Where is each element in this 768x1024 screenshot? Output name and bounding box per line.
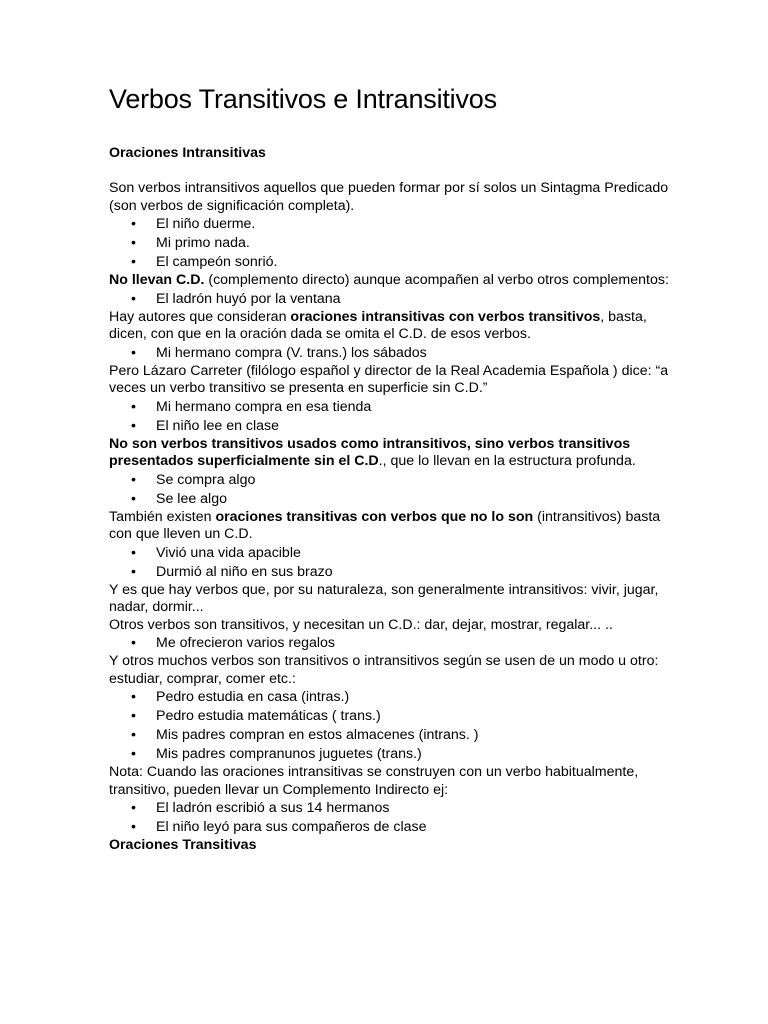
list-item: • Vivió una vida apacible [109, 544, 669, 563]
list-item: • Mi hermano compra (V. trans.) los sábados [109, 344, 669, 363]
example-list [109, 688, 669, 764]
paragraph [109, 436, 669, 471]
text: (intransitivos) basta con que lleven un C.D. [109, 508, 661, 542]
document-body [109, 145, 669, 855]
list-item: • Me ofrecieron varios regalos [109, 634, 669, 653]
text: Hay autores que consideran [109, 308, 291, 325]
list-item: • El niño duerme. [109, 215, 669, 234]
text: , basta, dicen, con que en la oración dada se omita el C.D. de esos verbos. [109, 308, 647, 342]
example-list [109, 398, 669, 436]
example-list [109, 344, 669, 363]
example-list [109, 544, 669, 582]
paragraph: Pero Lázaro Carreter (filólogo español y director de la Real Academia Española ) dice: “a veces un verbo transitivo se presenta en superficie sin C.D.” [109, 362, 669, 396]
example-list [109, 290, 669, 309]
example-list [109, 215, 669, 272]
list-item: • El ladrón escribió a sus 14 hermanos [109, 799, 669, 818]
paragraph [109, 509, 669, 544]
list-item: • Pedro estudia en casa (intras.) [109, 688, 669, 707]
example-list [109, 634, 669, 653]
list-item: • Se lee algo [109, 490, 669, 509]
bold-text: oraciones transitivas con verbos que no lo son [215, 508, 534, 525]
example-list [109, 471, 669, 509]
list-item: • El niño lee en clase [109, 417, 669, 436]
text: ., que lo llevan en la estructura profunda. [378, 453, 636, 469]
list-item: • El campeón sonrió. [109, 253, 669, 272]
section-heading-transitive: Oraciones Transitivas [109, 837, 257, 853]
text: (complemento directo) aunque acompañen al verbo otros complementos: [204, 272, 669, 288]
document-title: Verbos Transitivos e Intransitivos [109, 84, 497, 114]
list-item: • Mi hermano compra en esa tienda [109, 398, 669, 417]
note-paragraph: Nota: Cuando las oraciones intransitivas se construyen con un verbo habitualmente, transitivo, pueden llevar un Complemento Indirecto ej: [109, 764, 639, 798]
list-item: • Durmió al niño en sus brazo [109, 563, 669, 582]
paragraph: Y es que hay verbos que, por su naturaleza, son generalmente intransitivos: vivir, jugar, nadar, dormir... [109, 581, 659, 615]
paragraph [109, 272, 669, 290]
bold-text: oraciones intransitivas con verbos transitivos [290, 308, 601, 325]
list-item: • Pedro estudia matemáticas ( trans.) [109, 707, 669, 726]
text: También existen [109, 508, 216, 525]
bold-text: No llevan C.D. [109, 272, 205, 288]
paragraph [109, 309, 669, 344]
list-item: • Mis padres compranunos juguetes (trans.) [109, 745, 669, 764]
list-item: • Se compra algo [109, 471, 669, 490]
example-list [109, 799, 669, 837]
list-item: • El ladrón huyó por la ventana [109, 290, 669, 309]
section-heading-intransitive: Oraciones Intransitivas [109, 145, 266, 161]
paragraph: Otros verbos son transitivos, y necesitan un C.D.: dar, dejar, mostrar, regalar... .. [109, 616, 613, 633]
paragraph: Y otros muchos verbos son transitivos o intransitivos según se usen de un modo u otro: estudiar, comprar, comer etc.: [109, 653, 659, 687]
list-item: • Mis padres compran en estos almacenes (intrans. ) [109, 726, 669, 745]
spacer [109, 163, 669, 181]
list-item: • Mi primo nada. [109, 234, 669, 253]
list-item: • El niño leyó para sus compañeros de clase [109, 818, 669, 837]
bold-text: No son verbos transitivos usados como intransitivos, sino verbos transitivos presentados superficialmente sin el C.D [109, 435, 631, 469]
intro-paragraph: Son verbos intransitivos aquellos que pueden formar por sí solos un Sintagma Predicado (son verbos de significación completa). [109, 180, 669, 214]
